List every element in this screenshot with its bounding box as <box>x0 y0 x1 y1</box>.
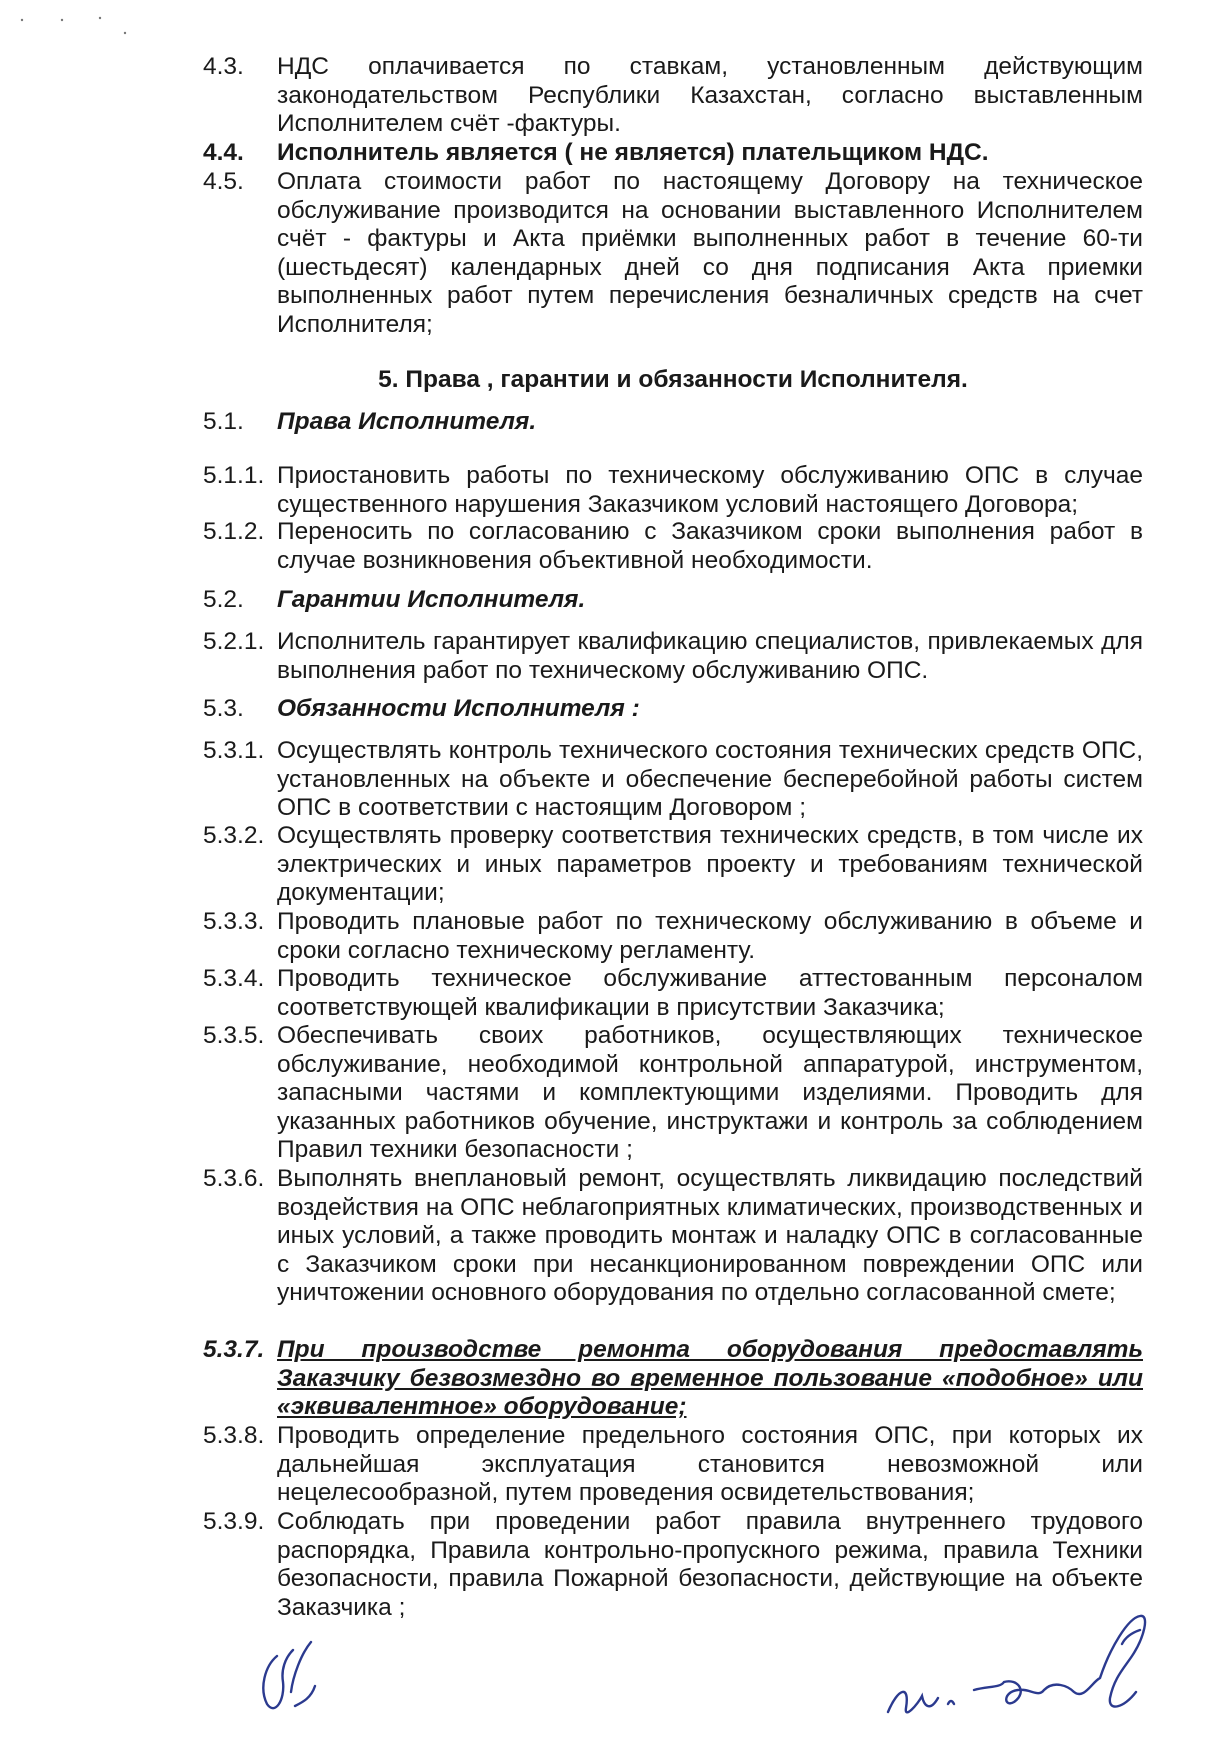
clause-text: Проводить определение предельного состояния ОПС, при которых их дальнейшая эксплуатация становится невозможной или нецелесообразной, путем проведения освидетельствования; <box>277 1422 1143 1507</box>
clause-number: 5.3.7. <box>203 1336 265 1363</box>
clause-text: Приостановить работы по техническому обслуживанию ОПС в случае существенного нарушения Заказчиком условий настоящего Договора; <box>277 462 1143 518</box>
clause-number: 5.3.1. <box>203 737 265 764</box>
clause-number: 5.3.4. <box>203 965 265 992</box>
clause-text: Соблюдать при проведении работ правила внутреннего трудового распорядка, Правила контрольно-пропускного режима, правила Техники безопасности, правила Пожарной безопасности, действующие на объекте Заказчика ; <box>277 1508 1143 1621</box>
clause-5-3-8 <box>203 1422 1143 1508</box>
clause-5-3-3 <box>203 908 1143 965</box>
clause-5-3-9 <box>203 1508 1143 1622</box>
clause-number: 5.3.6. <box>203 1165 265 1192</box>
clause-text: Оплата стоимости работ по настоящему Договору на техническое обслуживание производится на основании выставленного Исполнителем счёт - фактуры и Акта приёмки выполненных работ в течение 60-ти (шестьдесят) календарных дней со дня подписания Акта приемки выполненных работ путем перечисления безналичных средств на счет Исполнителя; <box>277 168 1143 338</box>
clause-text: Проводить техническое обслуживание аттестованным персоналом соответствующей квалификации в присутствии Заказчика; <box>277 965 1143 1021</box>
clause-text: Исполнитель является ( не является) плательщиком НДС. <box>277 139 989 166</box>
clause-number: 5.3. <box>203 695 244 722</box>
clause-text: Проводить плановые работ по техническому обслуживанию в объеме и сроки согласно техническому регламенту. <box>277 908 1143 964</box>
clause-text: Обеспечивать своих работников, осуществляющих техническое обслуживание, необходимой контрольной аппаратурой, инструментом, запасными частями и комплектующими изделиями. Проводить для указанных работников обучение, инструктажи и контроль за соблюдением Правил техники безопасности ; <box>277 1022 1143 1164</box>
clause-number: 5.1.2. <box>203 518 265 545</box>
signature-right <box>878 1608 1178 1728</box>
clause-text: Переносить по согласованию с Заказчиком сроки выполнения работ в случае возникновения объективной необходимости. <box>277 518 1143 574</box>
clause-number: 5.3.9. <box>203 1508 265 1535</box>
clause-text: Осуществлять проверку соответствия технических средств, в том числе их электрических и иных параметров проекту и требованиям технической документации; <box>277 822 1143 907</box>
signature-left <box>255 1636 325 1718</box>
clause-text: При производстве ремонта оборудования предоставлять Заказчику безвозмездно во временное пользование «подобное» или «эквивалентное» оборудование; <box>277 1336 1143 1421</box>
clause-text: Права Исполнителя. <box>277 408 537 435</box>
clause-text: Обязанности Исполнителя : <box>277 695 640 722</box>
clause-number: 4.5. <box>203 168 244 195</box>
clause-4-5 <box>203 168 1143 340</box>
clause-number: 4.4. <box>203 139 244 166</box>
clause-text: Осуществлять контроль технического состояния технических средств ОПС, установленных на объекте и обеспечение бесперебойной работы систем ОПС в соответствии с настоящим Договором ; <box>277 737 1143 822</box>
section-heading: 5. Права , гарантии и обязанности Исполнителя. <box>378 366 968 393</box>
clause-5-3-4 <box>203 965 1143 1022</box>
clause-4-3 <box>203 53 1143 139</box>
clause-5-3-6 <box>203 1165 1143 1308</box>
clause-number: 5.3.8. <box>203 1422 265 1449</box>
clause-5-1-2 <box>203 518 1143 575</box>
clause-5-3 <box>203 695 1143 724</box>
clause-5-3-7 <box>203 1336 1143 1422</box>
clause-5-3-2 <box>203 822 1143 908</box>
clause-5-2-1 <box>203 628 1143 685</box>
clause-text: Исполнитель гарантирует квалификацию специалистов, привлекаемых для выполнения работ по техническому обслуживанию ОПС. <box>277 628 1143 684</box>
clause-number: 5.2.1. <box>203 628 265 655</box>
clause-5-3-5 <box>203 1022 1143 1165</box>
clause-number: 5.3.2. <box>203 822 265 849</box>
clause-5-1 <box>203 408 1143 437</box>
clause-number: 5.3.3. <box>203 908 265 935</box>
clause-number: 4.3. <box>203 53 244 80</box>
clause-text: НДС оплачивается по ставкам, установленным действующим законодательством Республики Казахстан, согласно выставленным Исполнителем счёт -фактуры. <box>277 53 1143 138</box>
clause-4-4 <box>203 139 1143 168</box>
clause-5-1-1 <box>203 462 1143 519</box>
clause-number: 5.3.5. <box>203 1022 265 1049</box>
scan-specks <box>0 0 140 40</box>
clause-text: Выполнять внеплановый ремонт, осуществлять ликвидацию последствий воздействия на ОПС неблагоприятных климатических, производственных и иных условий, а также проводить монтаж и наладку ОПС в согласованные с Заказчиком сроки при несанкционированном повреждении ОПС или уничтожении основного оборудования по отдельно согласованной смете; <box>277 1165 1143 1307</box>
clause-text: Гарантии Исполнителя. <box>277 586 586 613</box>
clause-number: 5.2. <box>203 586 244 613</box>
clause-number: 5.1.1. <box>203 462 265 489</box>
clause-5-3-1 <box>203 737 1143 823</box>
clause-number: 5.1. <box>203 408 244 435</box>
clause-5-2 <box>203 586 1143 615</box>
